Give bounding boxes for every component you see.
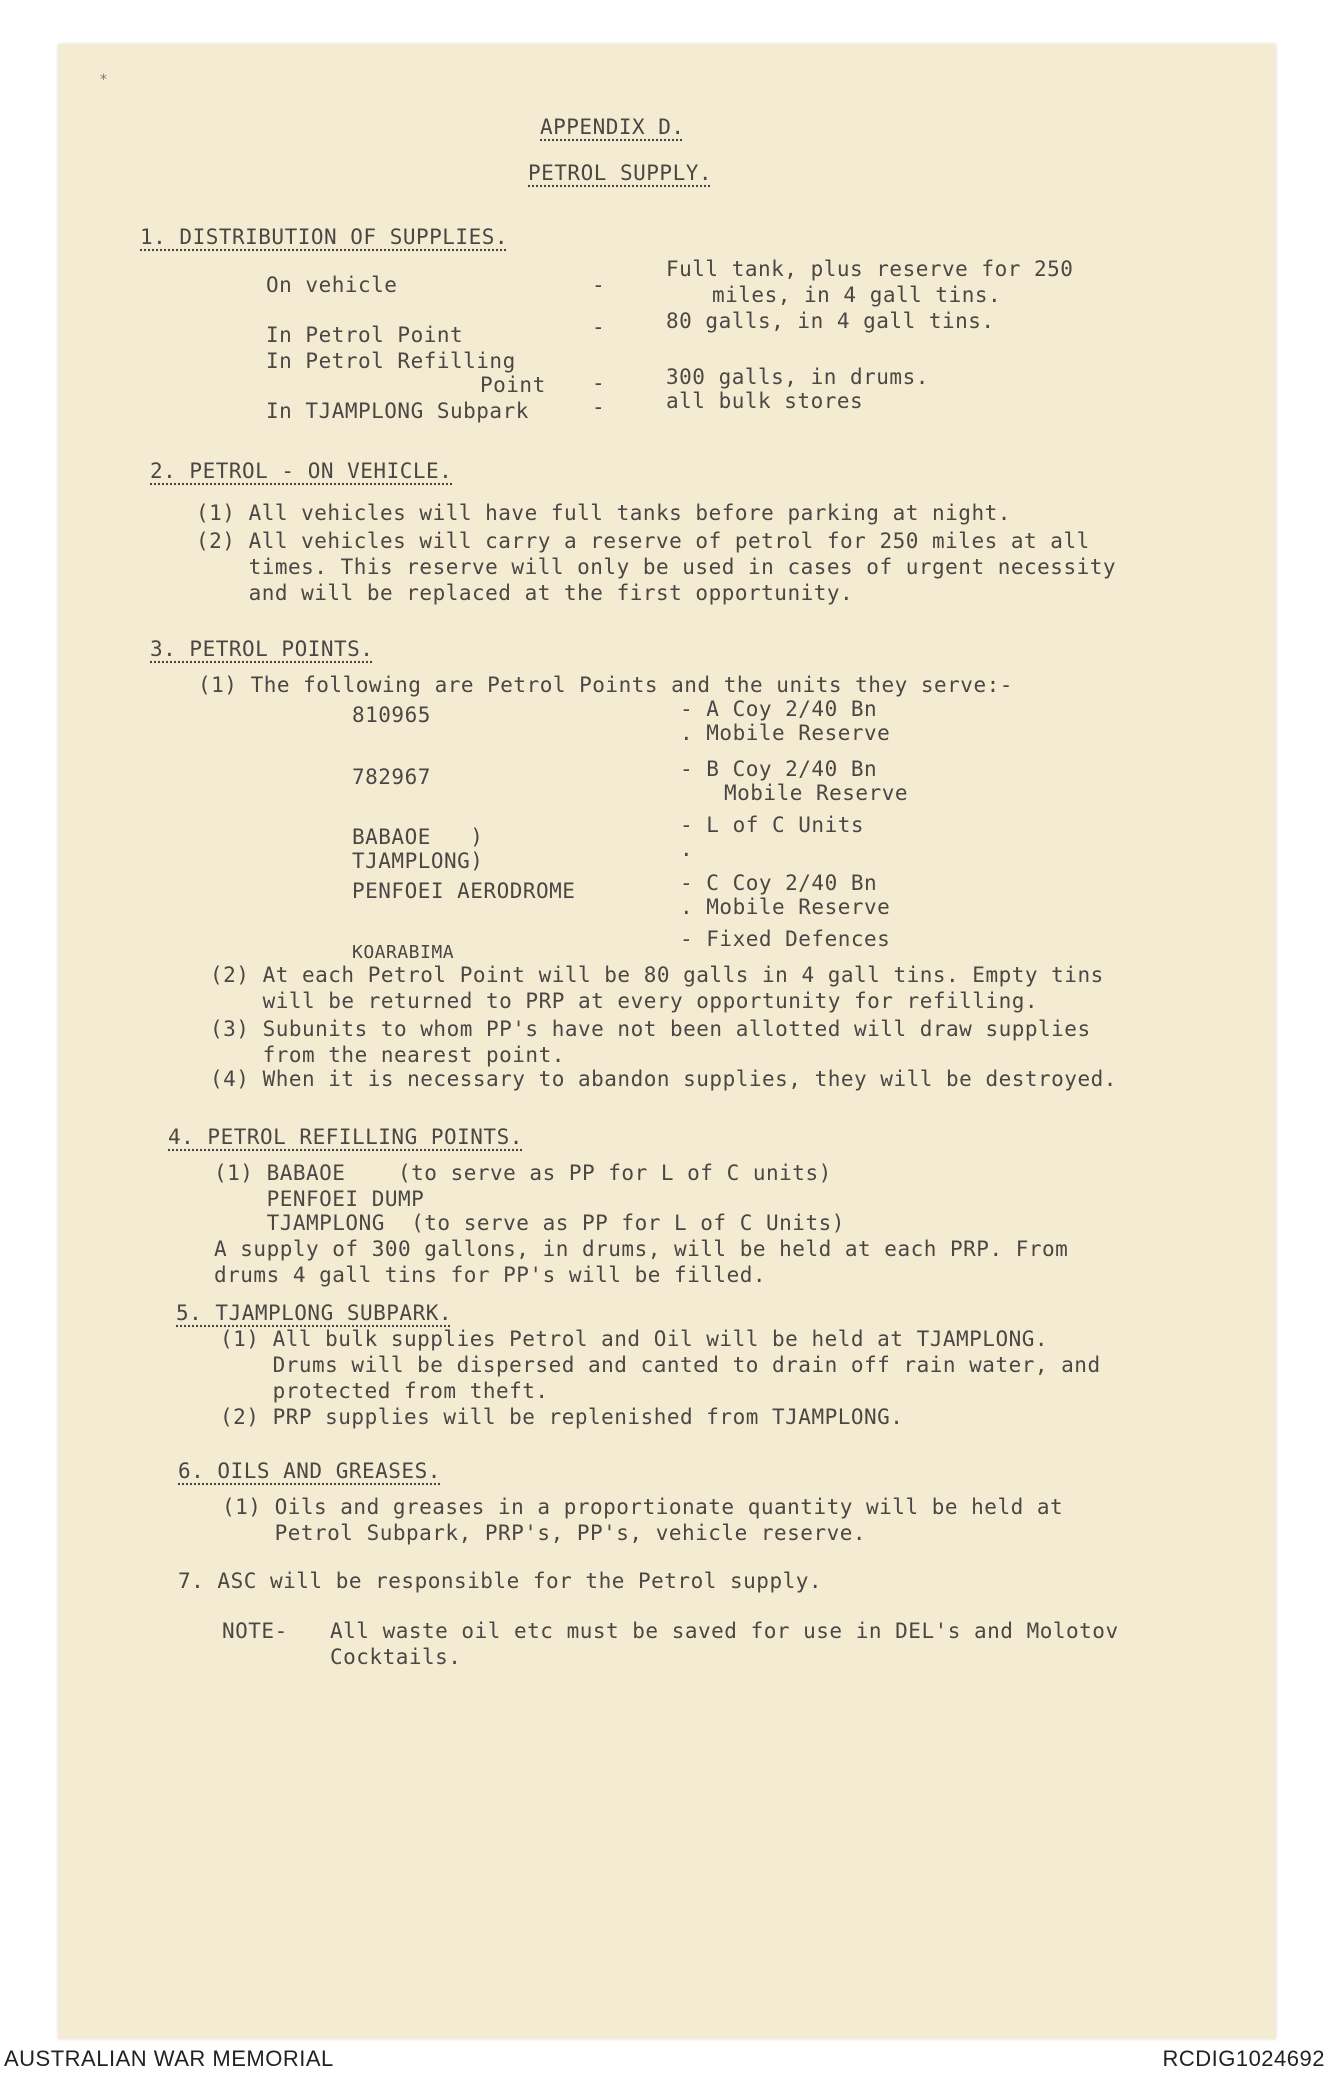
footer-source: AUSTRALIAN WAR MEMORIAL — [4, 2046, 334, 2071]
s1-row-value: all bulk stores — [666, 389, 864, 413]
section-5-heading: 5. TJAMPLONG SUBPARK. — [176, 1301, 453, 1325]
corner-mark: * — [100, 72, 107, 88]
s1-row-value: 80 galls, in 4 gall tins. — [666, 309, 995, 333]
s4-line: drums 4 gall tins for PP's will be filled. — [214, 1263, 767, 1287]
s1-row-label: In Petrol Refilling — [266, 349, 516, 373]
s1-row-value: 300 galls, in drums. — [666, 365, 929, 389]
appendix-heading: APPENDIX D. — [540, 115, 685, 139]
section-6-heading: 6. OILS AND GREASES. — [178, 1459, 441, 1483]
s3-point-unit: - A Coy 2/40 Bn — [680, 697, 878, 721]
section-4-heading: 4. PETROL REFILLING POINTS. — [168, 1125, 523, 1149]
s2-line: (2) All vehicles will carry a reserve of petrol for 250 miles at all — [196, 529, 1090, 553]
footer-record-id: RCDIG1024692 — [1162, 2046, 1325, 2071]
s3-point-unit: - C Coy 2/40 Bn — [680, 871, 878, 895]
s3-point-location: TJAMPLONG) — [352, 849, 484, 873]
s3-point-location: KOARABIMA — [352, 942, 455, 963]
s3-point-unit: . — [680, 837, 694, 861]
s3-line: (2) At each Petrol Point will be 80 galls in 4 gall tins. Empty tins — [210, 963, 1104, 987]
s3-point-location: PENFOEI AERODROME — [352, 879, 576, 903]
s4-line: PENFOEI DUMP — [214, 1187, 425, 1211]
s5-line: Drums will be dispersed and canted to drain off rain water, and — [220, 1353, 1101, 1377]
s3-point-unit: . Mobile Reserve — [680, 895, 891, 919]
s1-row-dash: - — [592, 315, 606, 339]
s5-line: protected from theft. — [220, 1379, 549, 1403]
s3-point-unit: Mobile Reserve — [724, 781, 909, 805]
s1-row-value: miles, in 4 gall tins. — [712, 283, 1002, 307]
s4-line: (1) BABAOE (to serve as PP for L of C units) — [214, 1161, 832, 1185]
s3-point-unit: - L of C Units — [680, 813, 865, 837]
note-line: Cocktails. — [330, 1645, 462, 1669]
s1-row-label: Point — [480, 373, 546, 397]
s2-line: times. This reserve will only be used in cases of urgent necessity — [196, 555, 1117, 579]
s1-row-label: On vehicle — [266, 273, 398, 297]
s4-line: A supply of 300 gallons, in drums, will be held at each PRP. From — [214, 1237, 1069, 1261]
s3-point-location: 810965 — [352, 703, 431, 727]
section-1-heading: 1. DISTRIBUTION OF SUPPLIES. — [140, 225, 509, 249]
s3-point-unit: . Mobile Reserve — [680, 721, 891, 745]
s1-row-dash: - — [592, 395, 606, 419]
s6-line: (1) Oils and greases in a proportionate quantity will be held at — [222, 1495, 1064, 1519]
section-3-heading: 3. PETROL POINTS. — [150, 637, 374, 661]
s5-line: (2) PRP supplies will be replenished from TJAMPLONG. — [220, 1405, 904, 1429]
s3-point-unit: - B Coy 2/40 Bn — [680, 757, 878, 781]
s1-row-label: In Petrol Point — [266, 323, 464, 347]
section-7-line: 7. ASC will be responsible for the Petrol supply. — [178, 1569, 823, 1593]
s6-line: Petrol Subpark, PRP's, PP's, vehicle reserve. — [222, 1521, 867, 1545]
s3-line: from the nearest point. — [210, 1043, 565, 1067]
s1-row-dash: - — [592, 371, 606, 395]
s4-line: TJAMPLONG (to serve as PP for L of C Units) — [214, 1211, 845, 1235]
s3-line: (3) Subunits to whom PP's have not been allotted will draw supplies — [210, 1017, 1091, 1041]
s1-row-value: Full tank, plus reserve for 250 — [666, 257, 1074, 281]
s1-row-dash: - — [592, 273, 606, 297]
s3-line: will be returned to PRP at every opportunity for refilling. — [210, 989, 1039, 1013]
document-title: PETROL SUPPLY. — [528, 161, 713, 185]
section-2-heading: 2. PETROL - ON VEHICLE. — [150, 459, 453, 483]
s1-row-label: In TJAMPLONG Subpark — [266, 399, 529, 423]
s3-line: (4) When it is necessary to abandon supplies, they will be destroyed. — [210, 1067, 1117, 1091]
note-label: NOTE- — [222, 1619, 288, 1643]
s3-point-unit: - Fixed Defences — [680, 927, 891, 951]
s3-intro: (1) The following are Petrol Points and the units they serve:- — [198, 673, 1013, 697]
s3-point-location: 782967 — [352, 765, 431, 789]
s2-line: (1) All vehicles will have full tanks before parking at night. — [196, 501, 1011, 525]
s5-line: (1) All bulk supplies Petrol and Oil will be held at TJAMPLONG. — [220, 1327, 1049, 1351]
s3-point-location: BABAOE ) — [352, 825, 484, 849]
note-line: All waste oil etc must be saved for use in DEL's and Molotov — [330, 1619, 1119, 1643]
s2-line: and will be replaced at the first opportunity. — [196, 581, 854, 605]
